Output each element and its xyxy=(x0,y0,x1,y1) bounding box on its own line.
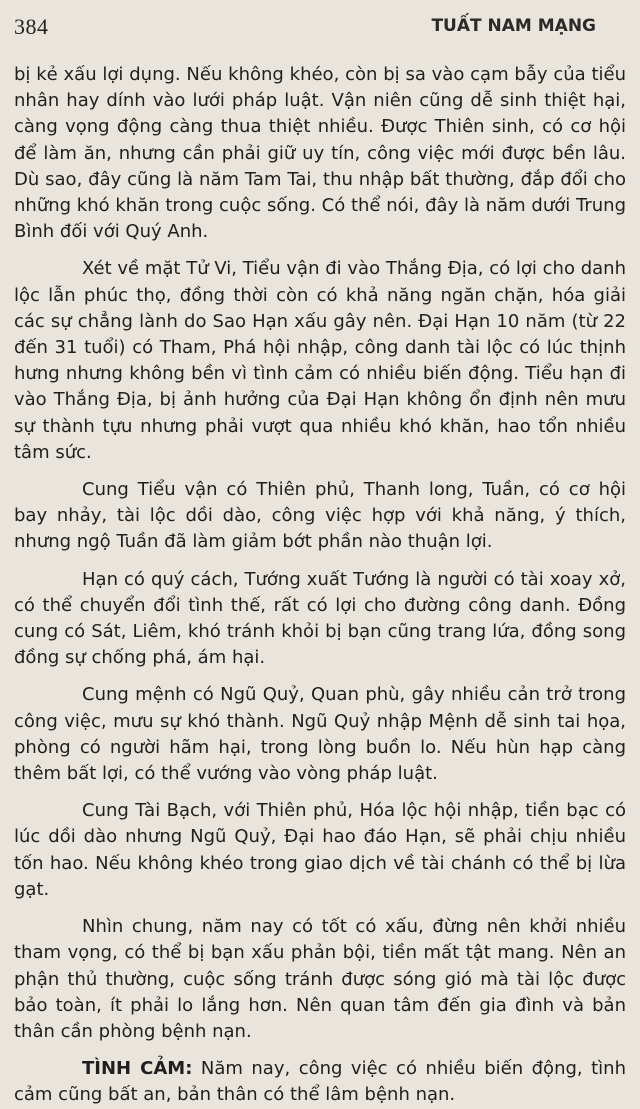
paragraph-text: Năm nay, công việc có nhiều biến động, tình cảm cũng bất an, bản thân có thể lâm bệnh nạn. xyxy=(14,1058,626,1106)
paragraph xyxy=(14,256,626,466)
paragraph-text: Cung Tiểu vận có Thiên phủ, Thanh long, Tuần, có cơ hội bay nhảy, tài lộc dồi dào, công việc hợp với khả năng, ý thích, nhưng ngộ Tuần đã làm giảm bớt phần nào thuận lợi. xyxy=(14,479,626,553)
page-number: 384 xyxy=(14,14,49,39)
page-body xyxy=(14,62,626,1109)
paragraph-text: Cung mệnh có Ngũ Quỷ, Quan phù, gây nhiều cản trở trong công việc, mưu sự khó thành. Ngũ Quỷ nhập Mệnh dễ sinh tai họa, phòng có người hãm hại, trong lòng buồn lo. Nếu hùn hạp càng thêm bất lợi, có thể vướng vào vòng pháp luật. xyxy=(14,684,626,785)
section-lead: TÌNH CẢM: xyxy=(82,1058,193,1080)
paragraph xyxy=(14,62,626,245)
page-header xyxy=(0,14,640,44)
paragraph xyxy=(14,914,626,1045)
paragraph-text: bị kẻ xấu lợi dụng. Nếu không khéo, còn bị sa vào cạm bẫy của tiểu nhân hay dính vào lưới pháp luật. Vận niên cũng dễ sinh thiệt hại, càng vọng động càng thua thiệt nhiều. Được Thiên sinh, có cơ hội để làm ăn, nhưng cần phải giữ uy tín, công việc mới được bền lâu. Dù sao, đây cũng là năm Tam Tai, thu nhập bất thường, đắp đổi cho những khó khăn trong cuộc sống. Có thể nói, đây là năm dưới Trung Bình đối với Quý Anh. xyxy=(14,64,626,243)
paragraph-text: Hạn có quý cách, Tướng xuất Tướng là người có tài xoay xở, có thể chuyển đổi tình thế, rất có lợi cho đường công danh. Đồng cung có Sát, Liêm, khó tránh khỏi bị bạn cũng trang lứa, đồng song đồng sự chống phá, ám hại. xyxy=(14,568,626,669)
running-head: TUẤT NAM MẠNG xyxy=(431,16,596,36)
paragraph xyxy=(14,798,626,903)
paragraph xyxy=(14,682,626,787)
paragraph xyxy=(14,477,626,556)
paragraph-text: Cung Tài Bạch, với Thiên phủ, Hóa lộc hội nhập, tiền bạc có lúc dồi dào nhưng Ngũ Quỷ, Đại hao đáo Hạn, sẽ phải chịu nhiều tốn hao. Nếu không khéo trong giao dịch về tài chánh có thể bị lừa gạt. xyxy=(14,800,626,900)
paragraph xyxy=(14,567,626,672)
paragraph xyxy=(14,1056,626,1108)
paragraph-text: Nhìn chung, năm nay có tốt có xấu, đừng nên khởi nhiều tham vọng, có thể bị bạn xấu phản bội, tiền mất tật mang. Nên an phận thủ thường, cuộc sống tránh được sóng gió mà tài lộc được bảo toàn, ít phải lo lắng hơn. Nên quan tâm đến gia đình và bản thân cần phòng bệnh nạn. xyxy=(14,916,626,1042)
paragraph-text: Xét về mặt Tử Vi, Tiểu vận đi vào Thắng Địa, có lợi cho danh lộc lẫn phúc thọ, đồng thời còn có khả năng ngăn chặn, hóa giải các sự chẳng lành do Sao Hạn xấu gây nên. Đại Hạn 10 năm (từ 22 đến 31 tuổi) có Tham, Phá hội nhập, công danh tài lộc có lúc thịnh hưng nhưng không bền vì tình cảm có nhiều biến động. Tiểu hạn đi vào Thắng Địa, bị ảnh hưởng của Đại Hạn không ổn định nên mưu sự thành tựu nhưng phải vượt qua nhiều khó khăn, hao tổn nhiều tâm sức. xyxy=(14,258,626,463)
